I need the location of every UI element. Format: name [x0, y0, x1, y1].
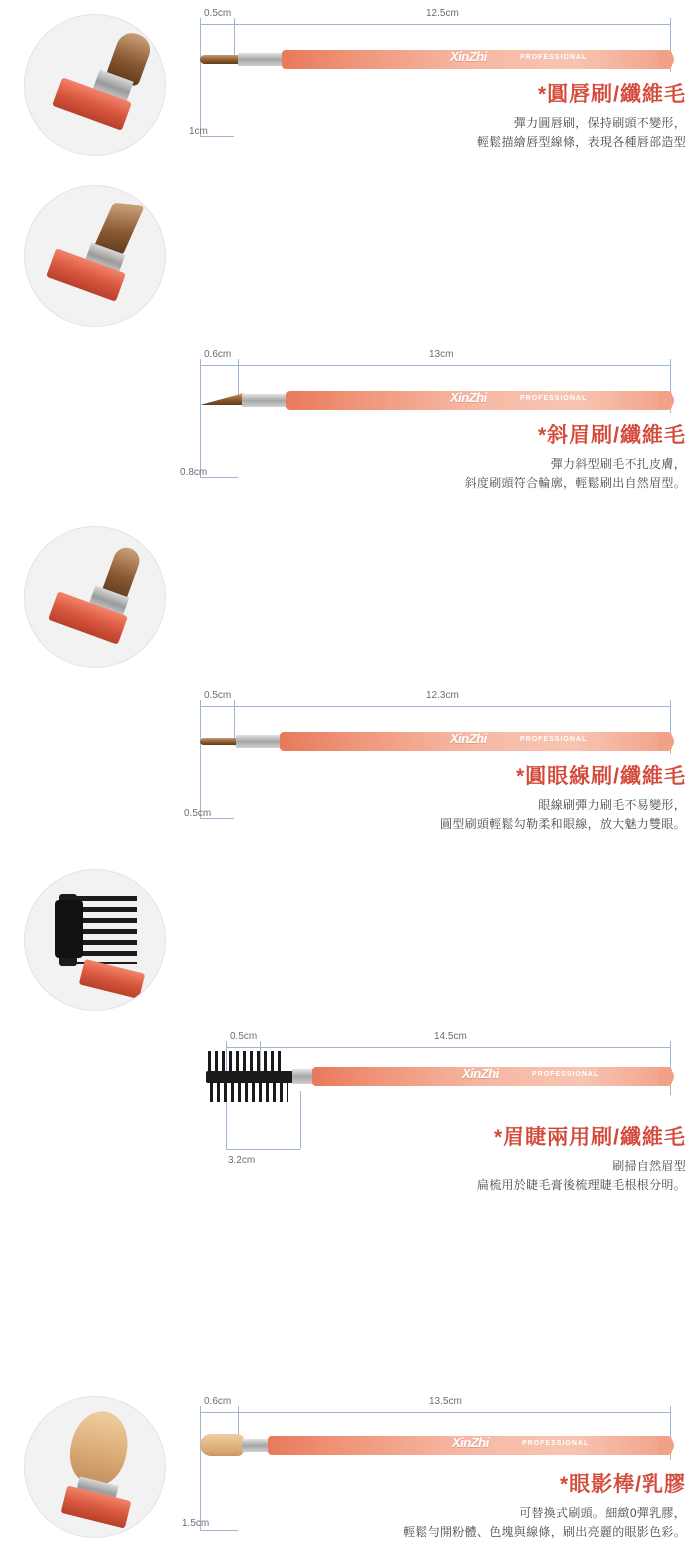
- dim-length-label: 12.3cm: [426, 690, 459, 701]
- product-desc-line-2: 圓型刷頭輕鬆勾勒柔和眼線，放大魅力雙眼。: [439, 816, 686, 831]
- dim-length-label: 14.5cm: [434, 1031, 467, 1042]
- product-photo: [24, 869, 166, 1011]
- product-photo: [24, 1396, 166, 1538]
- comb-teeth: [208, 1051, 282, 1073]
- comb-teeth-closeup: [77, 896, 137, 964]
- dim-length-label: 13cm: [429, 349, 454, 360]
- product-desc-line-2: 斜度刷頭符合輪廓，輕鬆刷出自然眉型。: [464, 475, 686, 490]
- product-desc-line-2: 輕鬆描繪唇型線條，表現各種唇部造型: [476, 134, 686, 149]
- product-desc-line-1: 可替換式刷頭。細緻0彈乳膠，: [519, 1506, 686, 1521]
- brand-logo: XinZhi: [450, 390, 487, 405]
- product-desc-line-1: 彈力圓唇刷，保持刷頭不變形，: [513, 116, 686, 131]
- dim-extra-label: 0.8cm: [180, 467, 208, 478]
- dim-extra-label: 1cm: [189, 126, 208, 137]
- dim-head-label: 0.6cm: [204, 349, 232, 360]
- product-title: *眉睫兩用刷/纖維毛: [493, 1126, 686, 1149]
- brand-logo: XinZhi: [462, 1066, 499, 1081]
- brush-bristles: [210, 1082, 288, 1102]
- brand-logo: XinZhi: [452, 1435, 489, 1450]
- product-desc-line-1: 眼線刷彈力刷毛不易變形，: [538, 798, 686, 813]
- product-row: [0, 171, 700, 490]
- dim-extra-label: 1.5cm: [182, 1518, 210, 1529]
- handle-closeup: [79, 959, 145, 999]
- product-photo: [24, 14, 166, 156]
- brush-ferrule: [242, 1439, 270, 1452]
- dim-length-label: 12.5cm: [426, 8, 459, 19]
- brand-sub: PROFESSIONAL: [520, 395, 588, 402]
- brush-illustration: [206, 1051, 674, 1113]
- brush-illustration: [200, 1430, 674, 1460]
- brush-tip: [200, 55, 240, 64]
- handle-closeup: [61, 1485, 132, 1528]
- product-row: [0, 0, 700, 171]
- dim-length-label: 13.5cm: [429, 1396, 462, 1407]
- dim-head-label: 0.5cm: [230, 1031, 258, 1042]
- product-title: *斜眉刷/纖維毛: [537, 424, 686, 447]
- dim-head-label: 0.6cm: [204, 1396, 232, 1407]
- brush-illustration: [200, 44, 674, 74]
- dim-extra-label: 0.5cm: [184, 808, 212, 819]
- dim-head-label: 0.5cm: [204, 690, 232, 701]
- product-text: [266, 1472, 686, 1541]
- product-row: [0, 342, 700, 831]
- product-text: [266, 82, 686, 151]
- brand-logo: XinZhi: [450, 49, 487, 64]
- product-text: [266, 1125, 686, 1194]
- brand-sub: PROFESSIONAL: [520, 54, 588, 61]
- brand-sub: PROFESSIONAL: [522, 1440, 590, 1447]
- brush-ferrule: [238, 53, 284, 66]
- sponge-tip: [200, 1434, 244, 1456]
- product-desc-line-2: 扁梳用於睫毛膏後梳理睫毛根根分明。: [476, 1177, 686, 1192]
- brand-sub: PROFESSIONAL: [532, 1071, 600, 1078]
- brand-sub: PROFESSIONAL: [520, 736, 588, 743]
- product-title: *眼影棒/乳膠: [559, 1473, 686, 1496]
- dim-head-label: 0.5cm: [204, 8, 232, 19]
- sponge-tip-closeup: [64, 1406, 134, 1490]
- product-title: *圓唇刷/纖維毛: [537, 83, 686, 106]
- product-photo: [24, 185, 166, 327]
- dim-extra-label: 3.2cm: [228, 1155, 256, 1166]
- product-desc-line-1: 彈力斜型刷毛不扎皮膚，: [550, 457, 686, 472]
- product-desc-line-1: 刷掃自然眉型: [612, 1159, 686, 1174]
- brand-logo: XinZhi: [450, 731, 487, 746]
- brush-side-closeup: [55, 900, 83, 958]
- product-title: *圓眼線刷/纖維毛: [515, 765, 686, 788]
- product-desc-line-2: 輕鬆勻開粉體、色塊與線條，刷出亮麗的眼影色彩。: [403, 1524, 686, 1539]
